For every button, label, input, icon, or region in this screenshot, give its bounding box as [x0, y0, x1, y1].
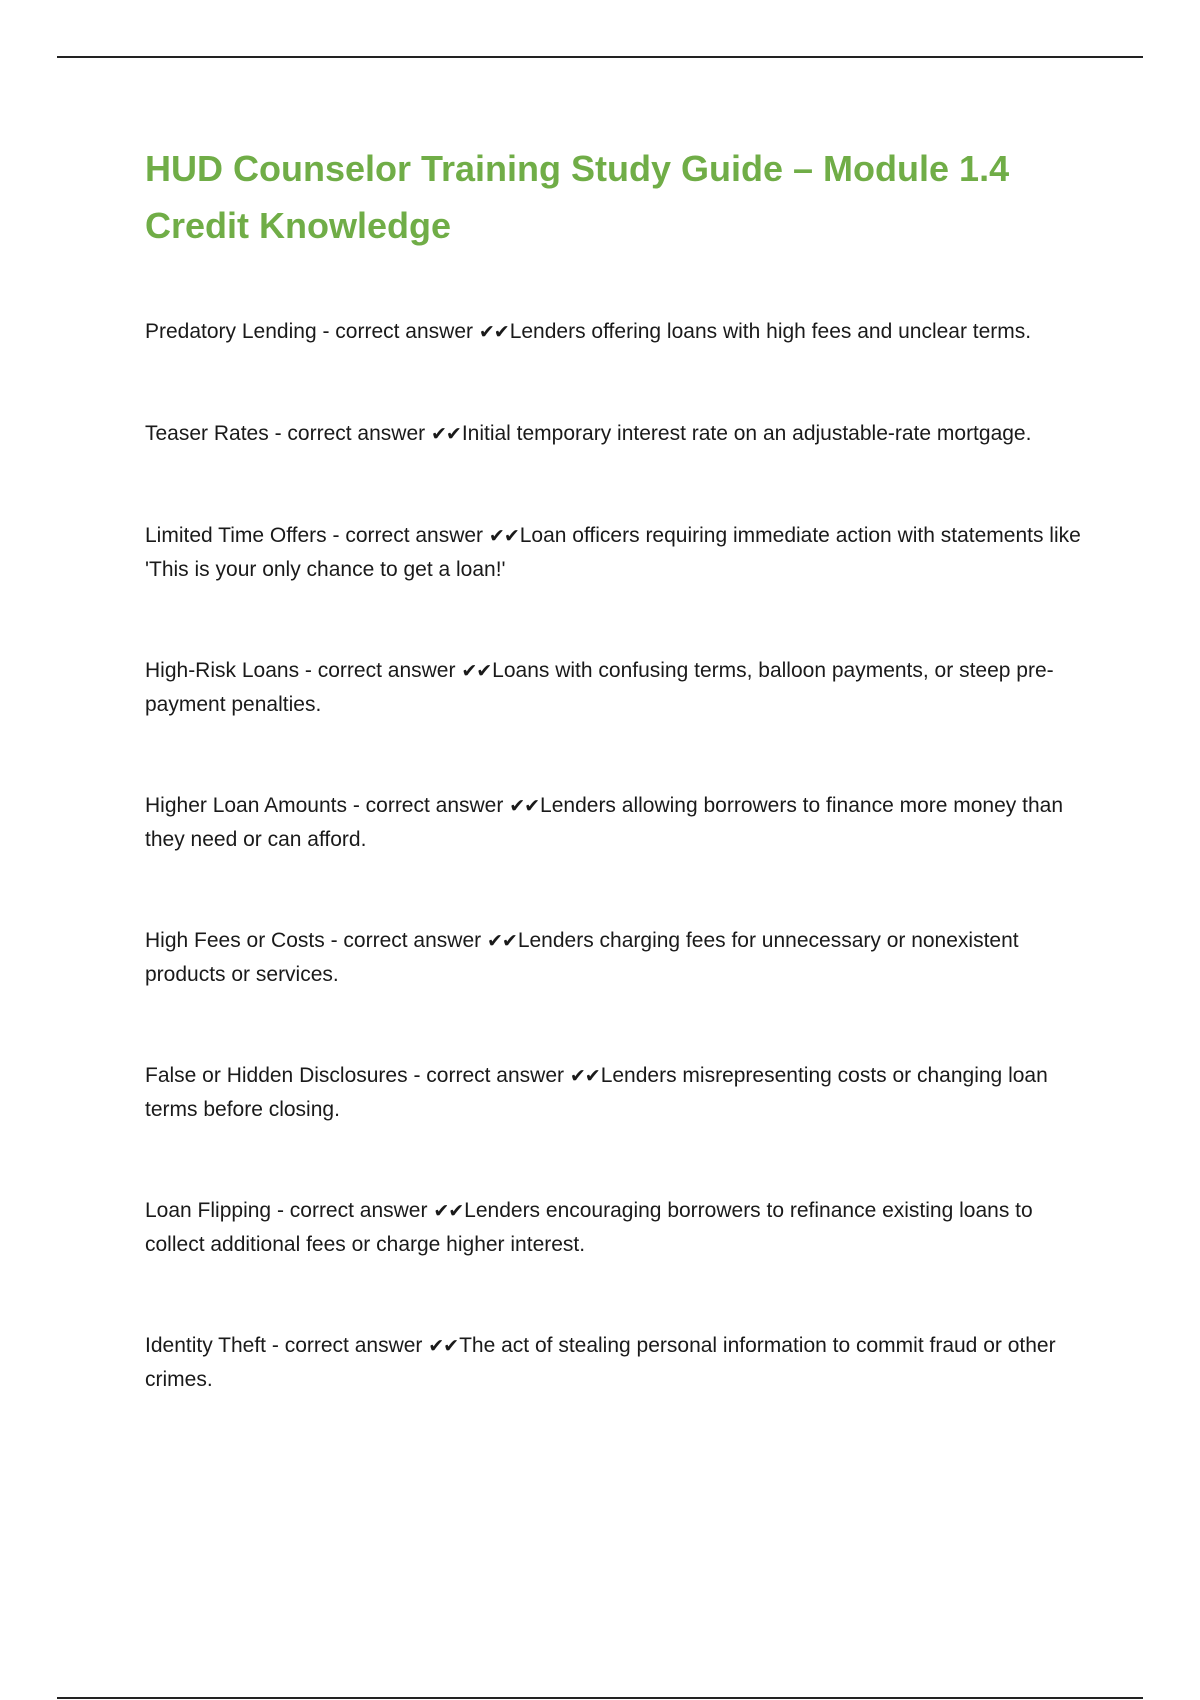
qa-item	[145, 654, 1095, 721]
double-check-icon: ✔✔	[478, 321, 509, 343]
answer: Lenders encouraging borrowers to refinance existing loans to collect additional fees or charge higher interest.	[145, 1199, 1033, 1256]
separator: - correct answer	[271, 1334, 423, 1357]
answer: Lenders offering loans with high fees and unclear terms.	[509, 320, 1032, 343]
term: Predatory Lending	[145, 320, 317, 343]
term: High-Risk Loans	[145, 659, 300, 682]
qa-list	[145, 315, 1095, 1396]
qa-item	[145, 789, 1095, 856]
term: False or Hidden Disclosures	[145, 1064, 408, 1087]
separator: - correct answer	[322, 320, 474, 343]
top-divider	[57, 56, 1143, 58]
double-check-icon: ✔✔	[488, 525, 519, 547]
double-check-icon: ✔✔	[430, 423, 461, 445]
qa-item	[145, 315, 1095, 349]
answer: Loan officers requiring immediate action with statements like 'This is your only chance to get a loan!'	[145, 524, 1081, 581]
qa-item	[145, 1194, 1095, 1261]
term: Loan Flipping	[145, 1199, 272, 1222]
term: Teaser Rates	[145, 422, 269, 445]
qa-item	[145, 924, 1095, 991]
qa-item	[145, 519, 1095, 586]
term: Identity Theft	[145, 1334, 267, 1357]
answer: Initial temporary interest rate on an adjustable-rate mortgage.	[461, 422, 1032, 445]
answer: Lenders charging fees for unnecessary or nonexistent products or services.	[145, 929, 1019, 986]
separator: - correct answer	[304, 659, 456, 682]
bottom-divider	[57, 1697, 1143, 1699]
qa-item	[145, 1329, 1095, 1396]
double-check-icon: ✔✔	[428, 1335, 459, 1357]
answer: Lenders misrepresenting costs or changing loan terms before closing.	[145, 1064, 1048, 1121]
answer: Loans with confusing terms, balloon payments, or steep pre-payment penalties.	[145, 659, 1054, 716]
qa-item	[145, 417, 1095, 451]
answer: The act of stealing personal information to commit fraud or other crimes.	[145, 1334, 1056, 1391]
term: Limited Time Offers	[145, 524, 327, 547]
qa-item	[145, 1059, 1095, 1126]
double-check-icon: ✔✔	[486, 930, 517, 952]
term: Higher Loan Amounts	[145, 794, 347, 817]
document-title: HUD Counselor Training Study Guide – Module 1.4 Credit Knowledge	[145, 148, 1010, 246]
double-check-icon: ✔✔	[509, 795, 540, 817]
double-check-icon: ✔✔	[461, 660, 492, 682]
separator: - correct answer	[330, 929, 482, 952]
separator: - correct answer	[352, 794, 504, 817]
term: High Fees or Costs	[145, 929, 325, 952]
document-body	[145, 140, 1095, 1396]
separator: - correct answer	[413, 1064, 564, 1087]
separator: - correct answer	[274, 422, 426, 445]
separator: - correct answer	[276, 1199, 428, 1222]
double-check-icon: ✔✔	[569, 1065, 600, 1087]
answer: Lenders allowing borrowers to finance more money than they need or can afford.	[145, 794, 1063, 851]
double-check-icon: ✔✔	[433, 1200, 464, 1222]
separator: - correct answer	[332, 524, 484, 547]
